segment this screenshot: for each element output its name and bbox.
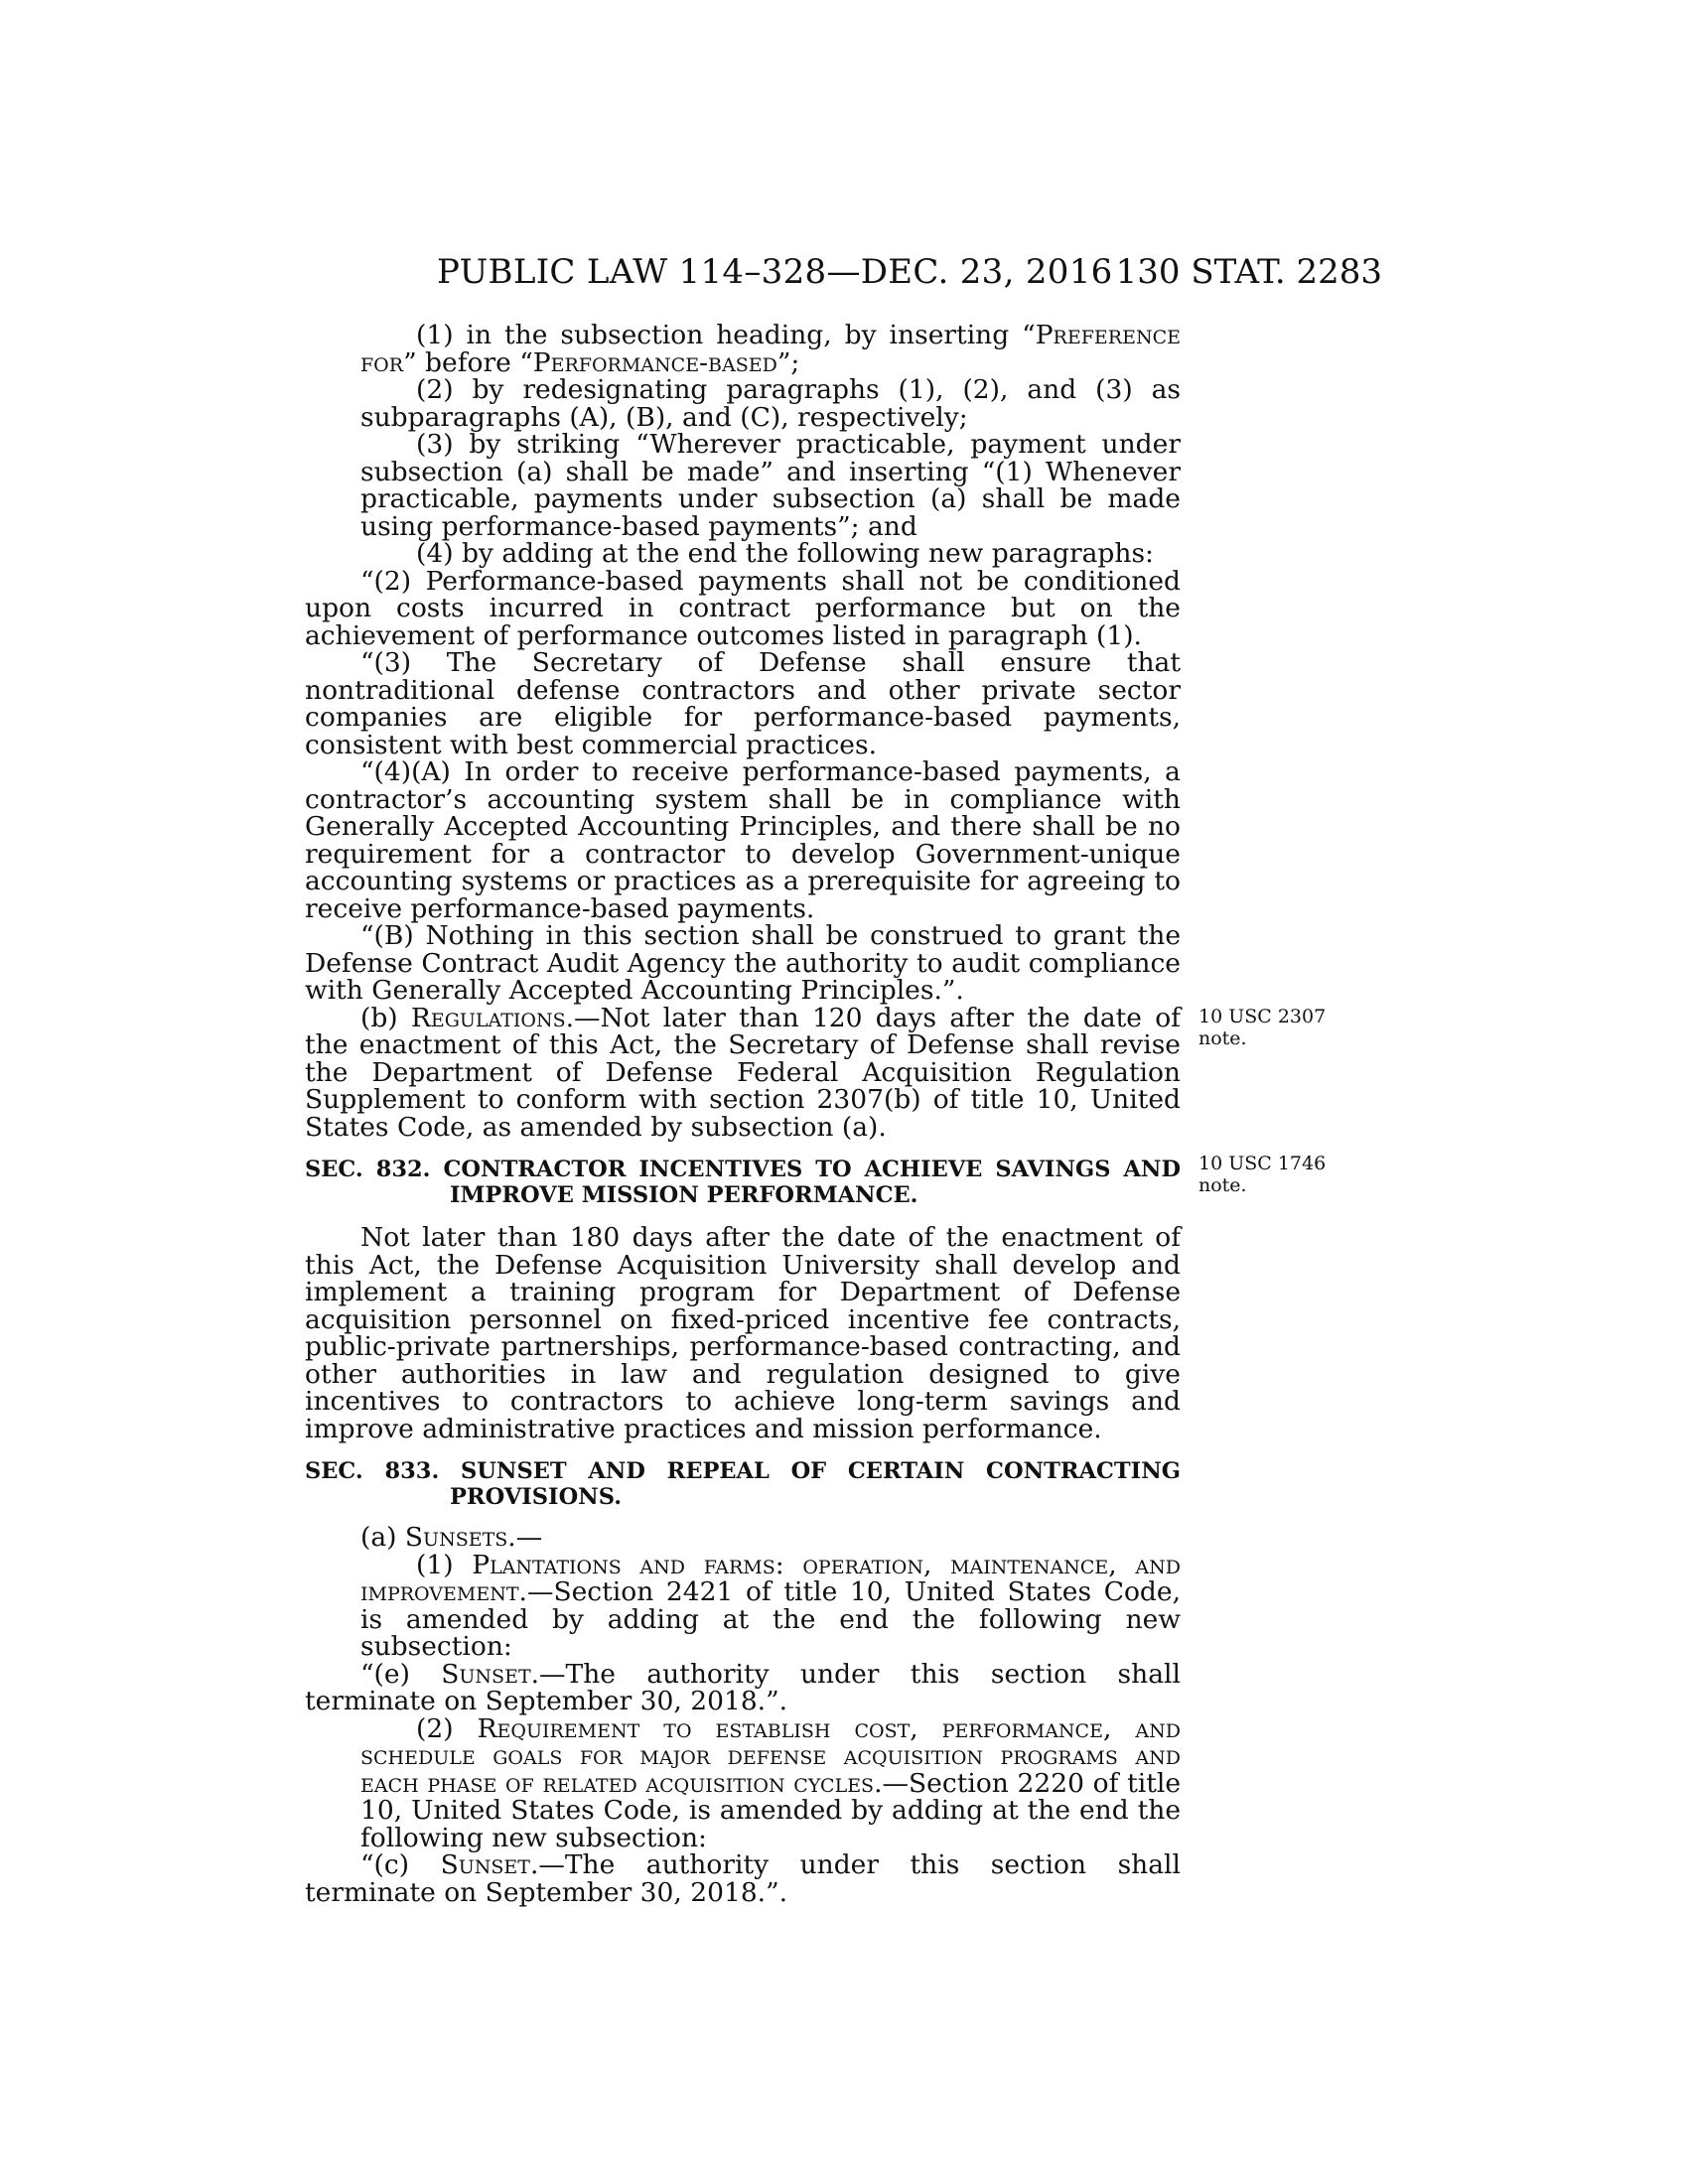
text-run: (b) <box>360 1002 411 1033</box>
margin-note-1746 <box>1198 1153 1326 1196</box>
small-caps-run: Sunset <box>441 1658 531 1690</box>
amendment-para-2: (2) by redesignating paragraphs (1), (2), and (3) as subparagraphs (A), (B), and (C), respectively; <box>360 374 1181 433</box>
small-caps-run: Requirement to establish cost, performance, and schedule goals for major defense acquisition programs and each phase of related acquisition cycles <box>360 1712 1181 1799</box>
running-header-stat-page: 130 STAT. 2283 <box>1115 252 1382 292</box>
section-833-heading: SEC. 833. SUNSET AND REPEAL OF CERTAIN CONTRACTING PROVISIONS. <box>305 1458 1181 1510</box>
subsection-a-para-1 <box>305 1549 1181 1662</box>
text-run: .— <box>507 1522 543 1553</box>
margin-note-line: 10 USC 2307 <box>1198 1006 1327 1027</box>
amendment-para-1 <box>305 322 1181 376</box>
subsection-a-para-2 <box>305 1712 1181 1853</box>
section-832-text: Not later than 180 days after the date of the enactment of this Act, the Defense Acquisition University shall develop and implement a training program for Department of Defense acquisition personnel on fixed-priced incentive fee contracts, public-private partnerships, performance-based contracting, and other authorities in law and regulation designed to give incentives to contractors to achieve long-term savings and improve administrative practices and mission performance. <box>305 1222 1181 1444</box>
quoted-para-2: “(2) Performance-based payments shall not be conditioned upon costs incurred in contract performance but on the achievement of performance outcomes listed in paragraph (1). <box>305 565 1181 651</box>
text-run: .—Section 2421 of title 10, United States Code, is amended by adding at the end the following new subsection: <box>360 1576 1181 1662</box>
text-run: (1) <box>416 1549 473 1580</box>
text-run: (2) <box>416 1712 478 1744</box>
document-body <box>305 322 1181 1906</box>
margin-note-line: note. <box>1198 1174 1247 1196</box>
amendment-para-3: (3) by striking “Wherever practicable, payment under subsection (a) shall be made” and inserting “(1) Whenever practicable, payments under subsection (a) shall be made using performance-based payments”; and <box>360 429 1181 542</box>
small-caps-run: Regulations <box>410 1002 566 1033</box>
running-header-law: PUBLIC LAW 114–328—DEC. 23, 2016 <box>437 252 1113 292</box>
text-run: ” before “ <box>403 346 533 378</box>
small-caps-run: Sunset <box>440 1849 530 1880</box>
margin-note-2307 <box>1198 1006 1326 1049</box>
subsection-a-sunsets <box>305 1524 1181 1552</box>
section-832-heading: SEC. 832. CONTRACTOR INCENTIVES TO ACHIEVE SAVINGS AND IMPROVE MISSION PERFORMANCE. <box>305 1157 1181 1208</box>
small-caps-run: Performance-based <box>532 346 777 378</box>
text-run: (1) in the subsection heading, by inserting “ <box>416 320 1036 350</box>
small-caps-run: Sunsets <box>404 1522 508 1553</box>
text-run: “(c) <box>360 1849 441 1880</box>
quoted-subsection-c <box>305 1851 1181 1906</box>
quoted-para-4b: “(B) Nothing in this section shall be construed to grant the Defense Contract Audit Agency the authority to audit compliance with Generally Accepted Accounting Principles.”. <box>305 920 1181 1006</box>
quoted-subsection-e <box>305 1658 1181 1716</box>
small-caps-run: Preference for <box>360 320 1181 378</box>
text-run: ”; <box>776 346 800 378</box>
quoted-para-3: “(3) The Secretary of Defense shall ensure that nontraditional defense contractors and other private sector companies are eligible for performance-based payments, consistent with best commercial practices. <box>305 647 1181 760</box>
quoted-para-4a: “(4)(A) In order to receive performance-based payments, a contractor’s accounting system shall be in compliance with Generally Accepted Accounting Principles, and there shall be no requirement for a contractor to develop Government-unique accounting systems or practices as a prerequisite for agreeing to receive performance-based payments. <box>305 756 1181 924</box>
text-run: “(e) <box>360 1658 442 1690</box>
margin-note-line: 10 USC 1746 <box>1198 1153 1327 1174</box>
text-run: .—The authority under this section shall terminate on September 30, 2018.”. <box>305 1849 1181 1908</box>
subsection-b-regulations <box>305 1002 1181 1143</box>
margin-note-line: note. <box>1198 1027 1247 1049</box>
amendment-para-4: (4) by adding at the end the following new paragraphs: <box>416 538 1154 569</box>
small-caps-run: Plantations and farms: operation, maintenance, and improvement <box>360 1549 1181 1607</box>
text-run: .—The authority under this section shall terminate on September 30, 2018.”. <box>305 1658 1181 1716</box>
text-run: .—Not later than 120 days after the date of the enactment of this Act, the Secretary of Defense shall revise the Department of Defense Federal Acquisition Regulation Supplement to conform with section 2307(b) of title 10, United States Code, as amended by subsection (a). <box>305 1002 1181 1143</box>
text-run: (a) <box>360 1522 405 1553</box>
text-run: .—Section 2220 of title 10, United States Code, is amended by adding at the end the following new subsection: <box>360 1767 1181 1853</box>
